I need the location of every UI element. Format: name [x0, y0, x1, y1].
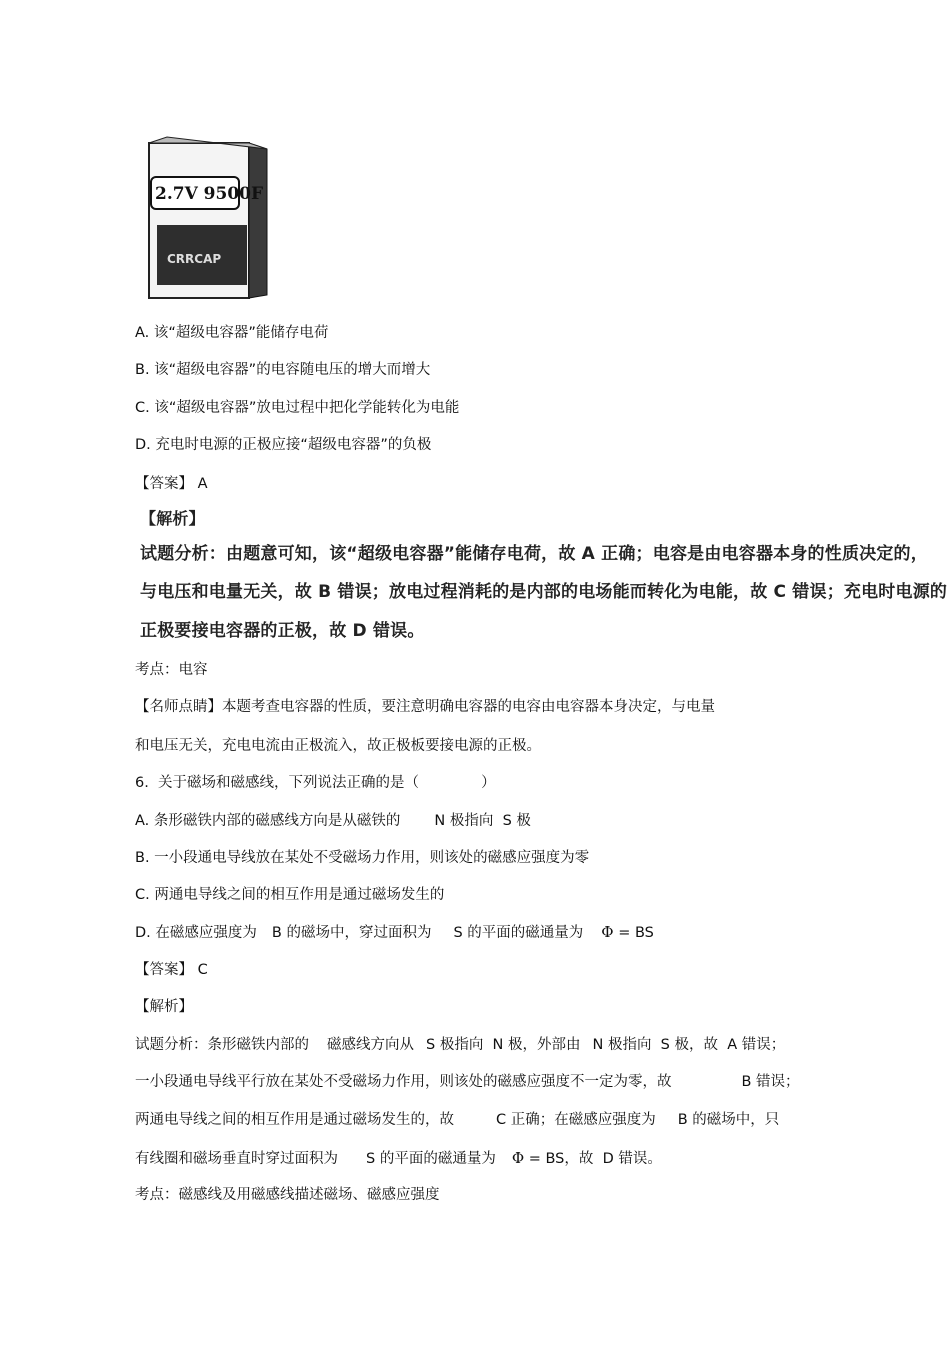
q6-stem-close: ） — [481, 775, 496, 791]
q6-stem-text: 6. 关于磁场和磁感线，下列说法正确的是（ — [135, 775, 420, 791]
q6-analysis-line-2 — [135, 1072, 800, 1092]
q6-analysis-line-1 — [135, 1035, 785, 1055]
phi-symbol: Φ — [601, 923, 614, 941]
q5-kaodian: 考点：电容 — [135, 662, 208, 678]
q6-option-d-text-2: B 的磁场中，穿过面积为 — [271, 925, 432, 941]
q6-option-a-text: A. 条形磁铁内部的磁感线方向是从磁铁的 — [135, 813, 401, 829]
q6-option-d — [135, 922, 654, 943]
text: S 的平面的磁通量为 — [366, 1151, 496, 1167]
text: N 极指向 S 极，故 A 错误； — [592, 1037, 786, 1053]
q6-analysis-line-4 — [135, 1148, 662, 1169]
answer-label: 【答案】 — [135, 476, 193, 492]
q5-analysis-line-2: 与电压和电量无关，故 B 错误；放电过程消耗的是内部的电场能而转化为电能，故 C 错误；充电时电源的 — [140, 582, 948, 602]
q6-stem — [135, 773, 496, 793]
q5-option-a: A. 该“超级电容器”能储存电荷 — [135, 325, 329, 341]
q5-analysis-line-3: 正极要接电容器的正极，故 D 错误。 — [140, 621, 425, 641]
text: 两通电导线之间的相互作用是通过磁场发生的，故 — [135, 1112, 454, 1128]
capacitor-brand-text: CRRCAP — [167, 252, 222, 266]
phi-symbol: Φ — [511, 1149, 525, 1167]
answer-value: C — [197, 962, 208, 978]
q5-option-c: C. 该“超级电容器”放电过程中把化学能转化为电能 — [135, 400, 460, 416]
q6-answer — [135, 960, 208, 980]
q5-analysis-line-1: 试题分析：由题意可知，该“超级电容器”能储存电荷，故 A 正确；电容是由电容器本身的性质决定的， — [140, 544, 928, 564]
text: 磁感线方向从 — [327, 1037, 414, 1053]
text: C 正确；在磁感应强度为 — [496, 1112, 656, 1128]
formula-bs: = BS — [618, 925, 654, 941]
q6-option-d-text-1: D. 在磁感应强度为 — [135, 925, 257, 941]
text: B 的磁场中，只 — [677, 1112, 780, 1128]
q5-analysis-label: 【解析】 — [140, 509, 205, 528]
q5-option-d: D. 充电时电源的正极应接“超级电容器”的负极 — [135, 437, 432, 453]
text: B 错误； — [741, 1074, 800, 1090]
text: 一小段通电导线平行放在某处不受磁场力作用，则该处的磁感应强度不一定为零，故 — [135, 1074, 672, 1090]
q5-answer — [135, 474, 208, 494]
answer-value: A — [197, 476, 208, 492]
q5-tip-line-2: 和电压无关，充电电流由正极流入，故正极板要接电源的正极。 — [135, 738, 541, 754]
text: 有线圈和磁场垂直时穿过面积为 — [135, 1151, 338, 1167]
text: S 极指向 N 极，外部由 — [426, 1037, 581, 1053]
supercapacitor-image — [145, 135, 270, 305]
q6-option-a — [135, 811, 531, 831]
text: = BS，故 D 错误。 — [528, 1151, 662, 1167]
q6-option-d-text-3: S 的平面的磁通量为 — [453, 925, 584, 941]
q5-option-b: B. 该“超级电容器”的电容随电压的增大而增大 — [135, 362, 431, 378]
q6-analysis-line-3 — [135, 1110, 779, 1130]
q6-option-b: B. 一小段通电导线放在某处不受磁场力作用，则该处的磁感应强度为零 — [135, 850, 590, 866]
q6-option-c: C. 两通电导线之间的相互作用是通过磁场发生的 — [135, 887, 445, 903]
q6-analysis-label: 【解析】 — [135, 999, 193, 1015]
text: 试题分析：条形磁铁内部的 — [135, 1037, 309, 1053]
answer-label: 【答案】 — [135, 962, 193, 978]
q6-option-a-poles: N 极指向 S 极 — [434, 813, 531, 829]
q6-kaodian: 考点：磁感线及用磁感线描述磁场、磁感应强度 — [135, 1187, 440, 1203]
capacitor-label-text: 2.7V 9500F — [155, 184, 264, 204]
q5-tip-line-1: 【名师点睛】本题考查电容器的性质，要注意明确电容器的电容由电容器本身决定，与电量 — [135, 699, 715, 715]
